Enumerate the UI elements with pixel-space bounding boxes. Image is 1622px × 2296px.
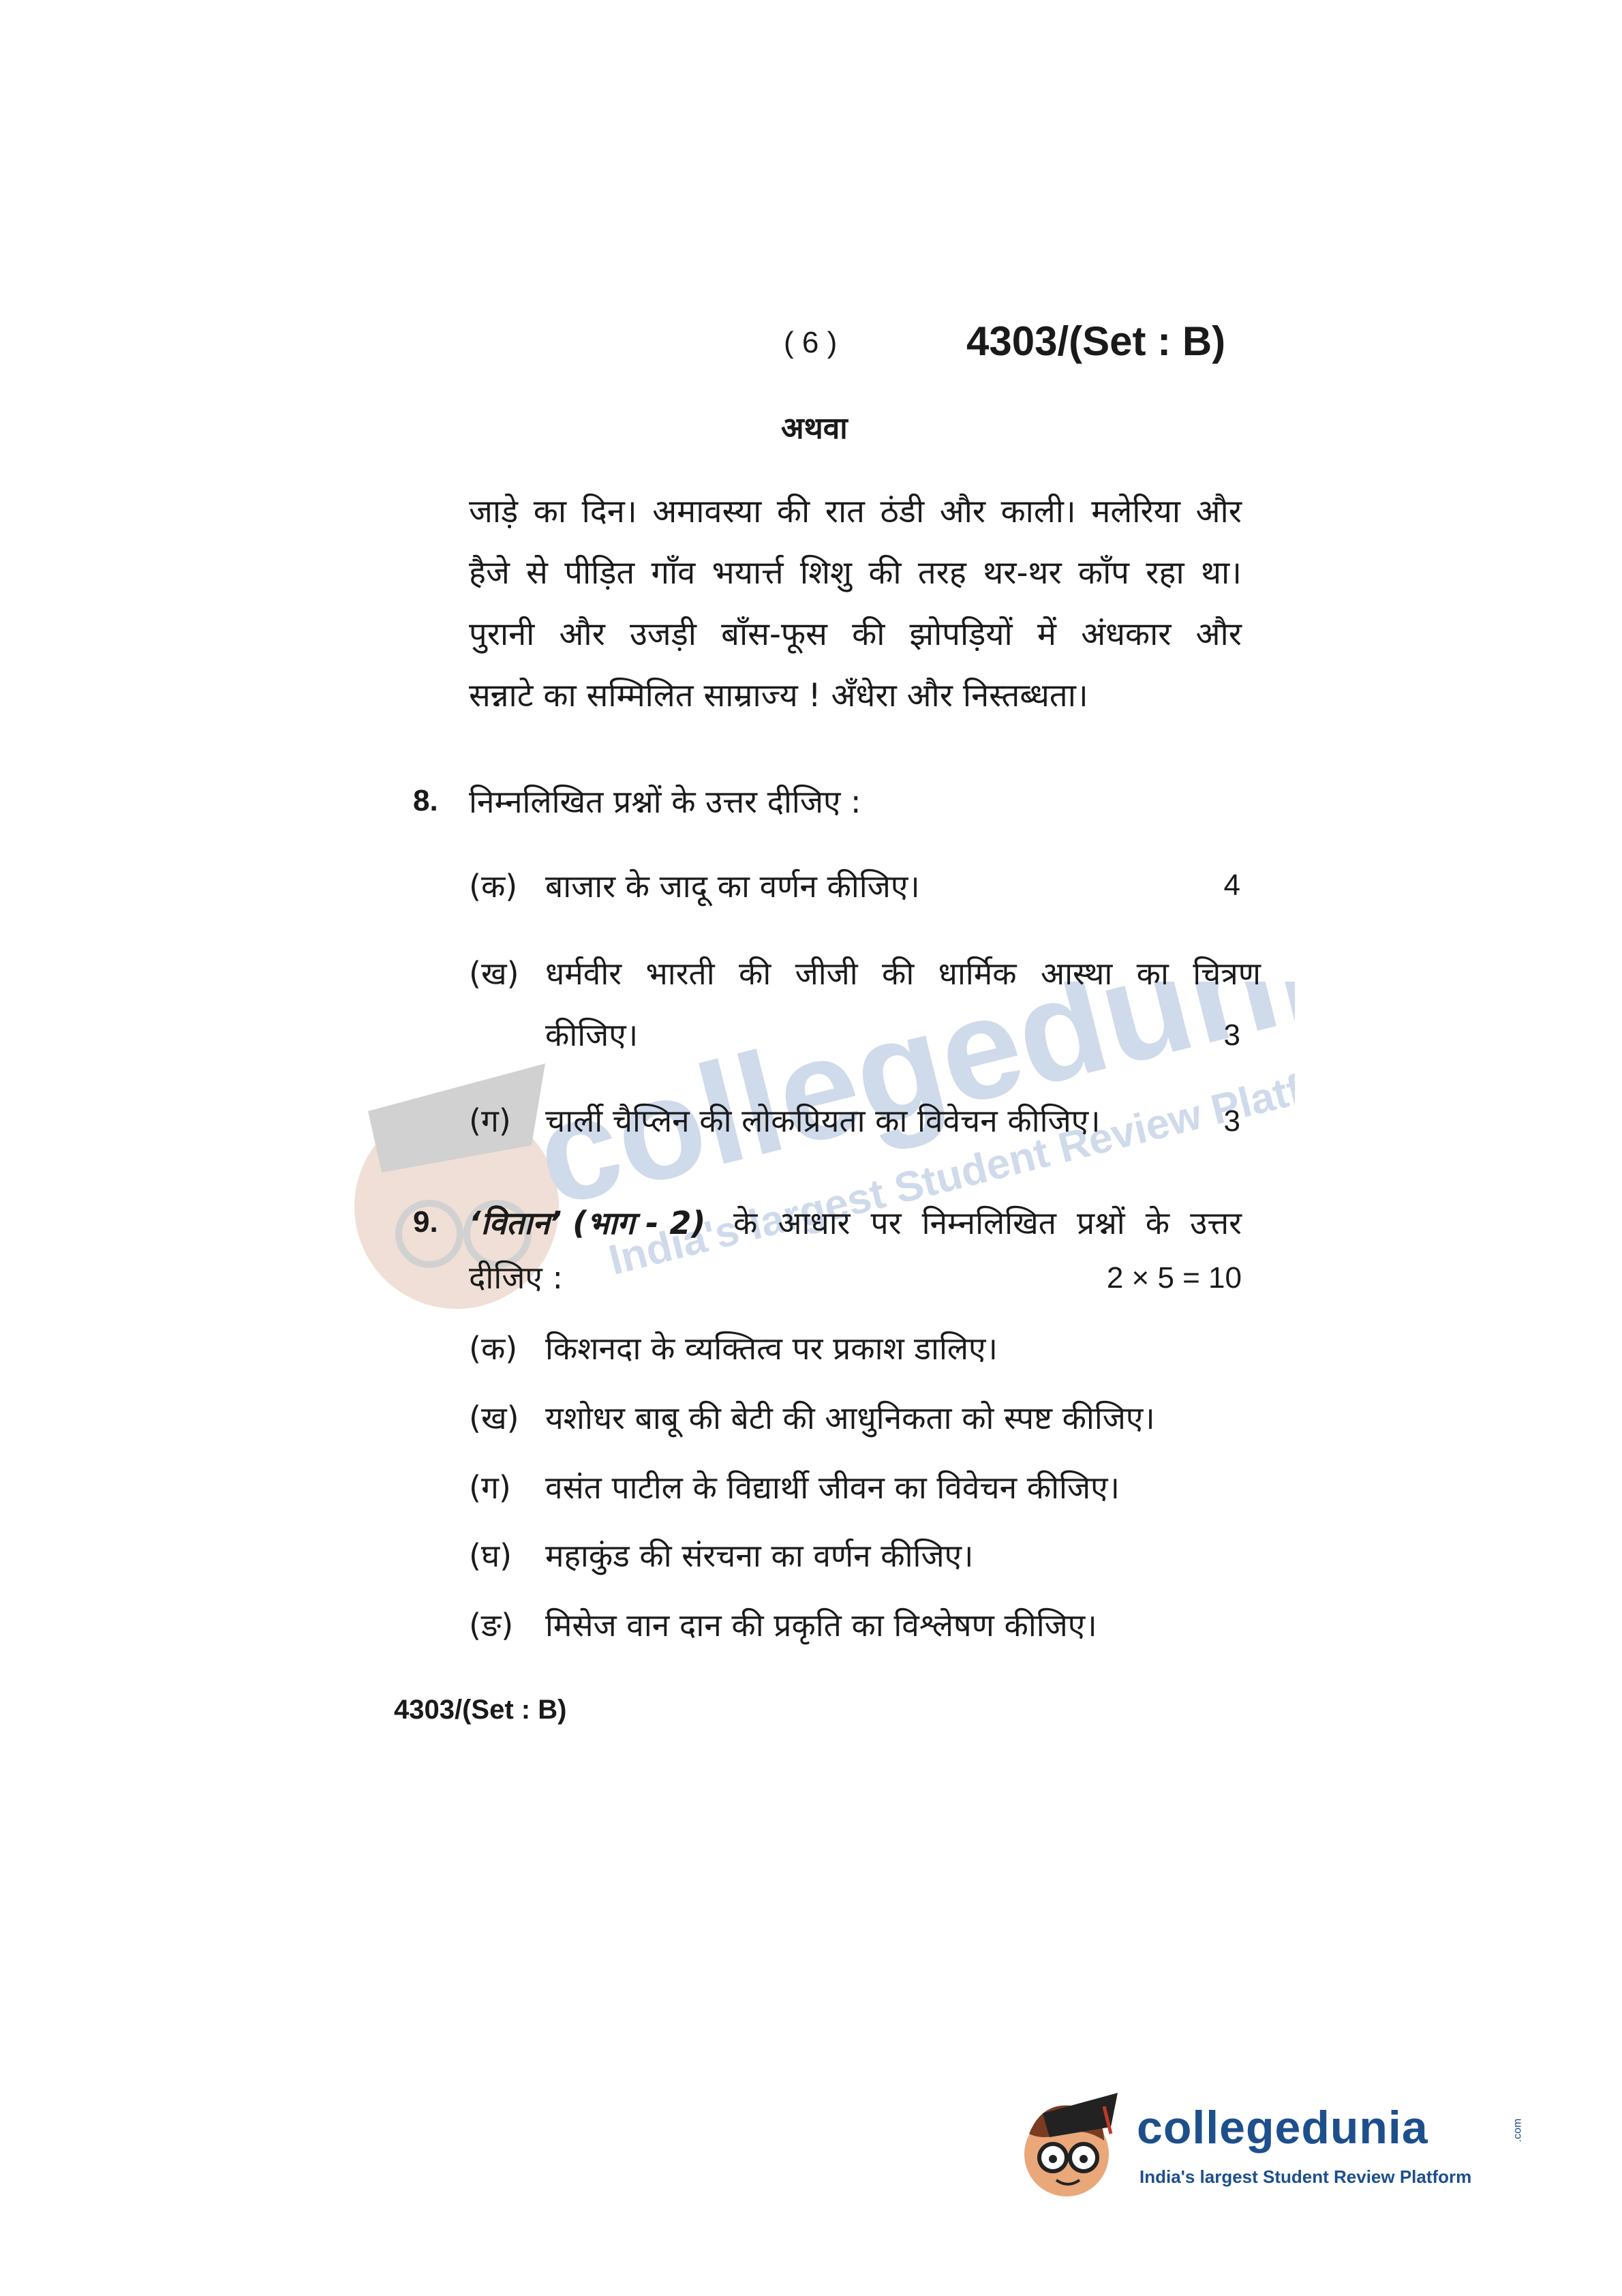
q8-part-c-label: (ग) bbox=[469, 1102, 511, 1139]
q9-part-e-label: (ङ) bbox=[469, 1607, 514, 1644]
q9-part-d-text: महाकुंड की संरचना का वर्णन कीजिए। bbox=[545, 1537, 974, 1574]
q8-part-b-text-cont: कीजिए। bbox=[545, 1016, 639, 1053]
passage-line: सन्नाटे का सम्मिलित साम्राज्य ! अँधेरा और निस्तब्धता। bbox=[469, 677, 1088, 714]
logo-tagline: India's largest Student Review Platform bbox=[1139, 2166, 1472, 2187]
q9-part-b-label: (ख) bbox=[469, 1400, 519, 1436]
q8-part-b-text: धर्मवीर भारती की जीजी की धार्मिक आस्था का चित्रण bbox=[545, 955, 1261, 992]
q8-part-a-label: (क) bbox=[469, 868, 518, 905]
q9-part-a-label: (क) bbox=[469, 1330, 518, 1367]
question-9-marks: 2 × 5 = 10 bbox=[1106, 1261, 1242, 1295]
mascot-icon bbox=[1002, 2086, 1138, 2202]
q8-part-c-text: चार्ली चैप्लिन की लोकप्रियता का विवेचन कीजिए। bbox=[545, 1102, 1101, 1139]
passage-line: पुरानी और उजड़ी बाँस-फूस की झोपड़ियों में अंधकार और bbox=[469, 616, 1242, 653]
question-9-number: 9. bbox=[413, 1205, 438, 1239]
watermark-tagline: India's largest Student Review Platform bbox=[604, 1046, 1295, 1284]
footer-set-code: 4303/(Set : B) bbox=[394, 1695, 567, 1725]
q8-part-a-text: बाजार के जादू का वर्णन कीजिए। bbox=[545, 868, 920, 905]
q9-part-c-label: (ग) bbox=[469, 1469, 511, 1506]
question-9-text: के आधार पर निम्नलिखित प्रश्नों के उत्तर bbox=[733, 1205, 1242, 1241]
q8-part-b-label: (ख) bbox=[469, 955, 519, 992]
or-label: अथवा bbox=[781, 411, 848, 446]
passage bbox=[469, 481, 1242, 727]
logo-brand: collegedunia bbox=[1137, 2102, 1428, 2154]
q9-part-a-text: किशनदा के व्यक्तित्व पर प्रकाश डालिए। bbox=[545, 1330, 998, 1367]
header-set-code: 4303/(Set : B) bbox=[966, 318, 1226, 364]
passage-line: जाड़े का दिन। अमावस्या की रात ठंडी और काली। मलेरिया और bbox=[469, 493, 1242, 530]
q8-part-c-marks: 3 bbox=[1223, 1104, 1240, 1138]
q9-part-b-text: यशोधर बाबू की बेटी की आधुनिकता को स्पष्ट कीजिए। bbox=[545, 1400, 1155, 1436]
watermark-brand: collegedunia bbox=[521, 982, 1295, 1237]
q9-part-c-text: वसंत पाटील के विद्यार्थी जीवन का विवेचन कीजिए। bbox=[545, 1469, 1120, 1506]
question-8-text: निम्नलिखित प्रश्नों के उत्तर दीजिए : bbox=[469, 783, 861, 820]
q8-part-b-marks: 3 bbox=[1223, 1018, 1240, 1052]
question-9-text-cont: दीजिए : bbox=[469, 1259, 563, 1296]
question-9-book-title: ‘वितान’ (भाग - 2) bbox=[469, 1205, 706, 1241]
q9-part-d-label: (घ) bbox=[469, 1537, 512, 1574]
question-8-number: 8. bbox=[413, 784, 438, 817]
q9-part-e-text: मिसेज वान दान की प्रकृति का विश्लेषण कीजिए। bbox=[545, 1607, 1097, 1644]
page-number: ( 6 ) bbox=[784, 326, 838, 359]
logo-dotcom: .com bbox=[1512, 2118, 1524, 2143]
q8-part-a-marks: 4 bbox=[1223, 868, 1240, 902]
passage-line: हैजे से पीड़ित गाँव भयार्त्त शिशु की तरह थर-थर काँप रहा था। bbox=[469, 554, 1242, 592]
